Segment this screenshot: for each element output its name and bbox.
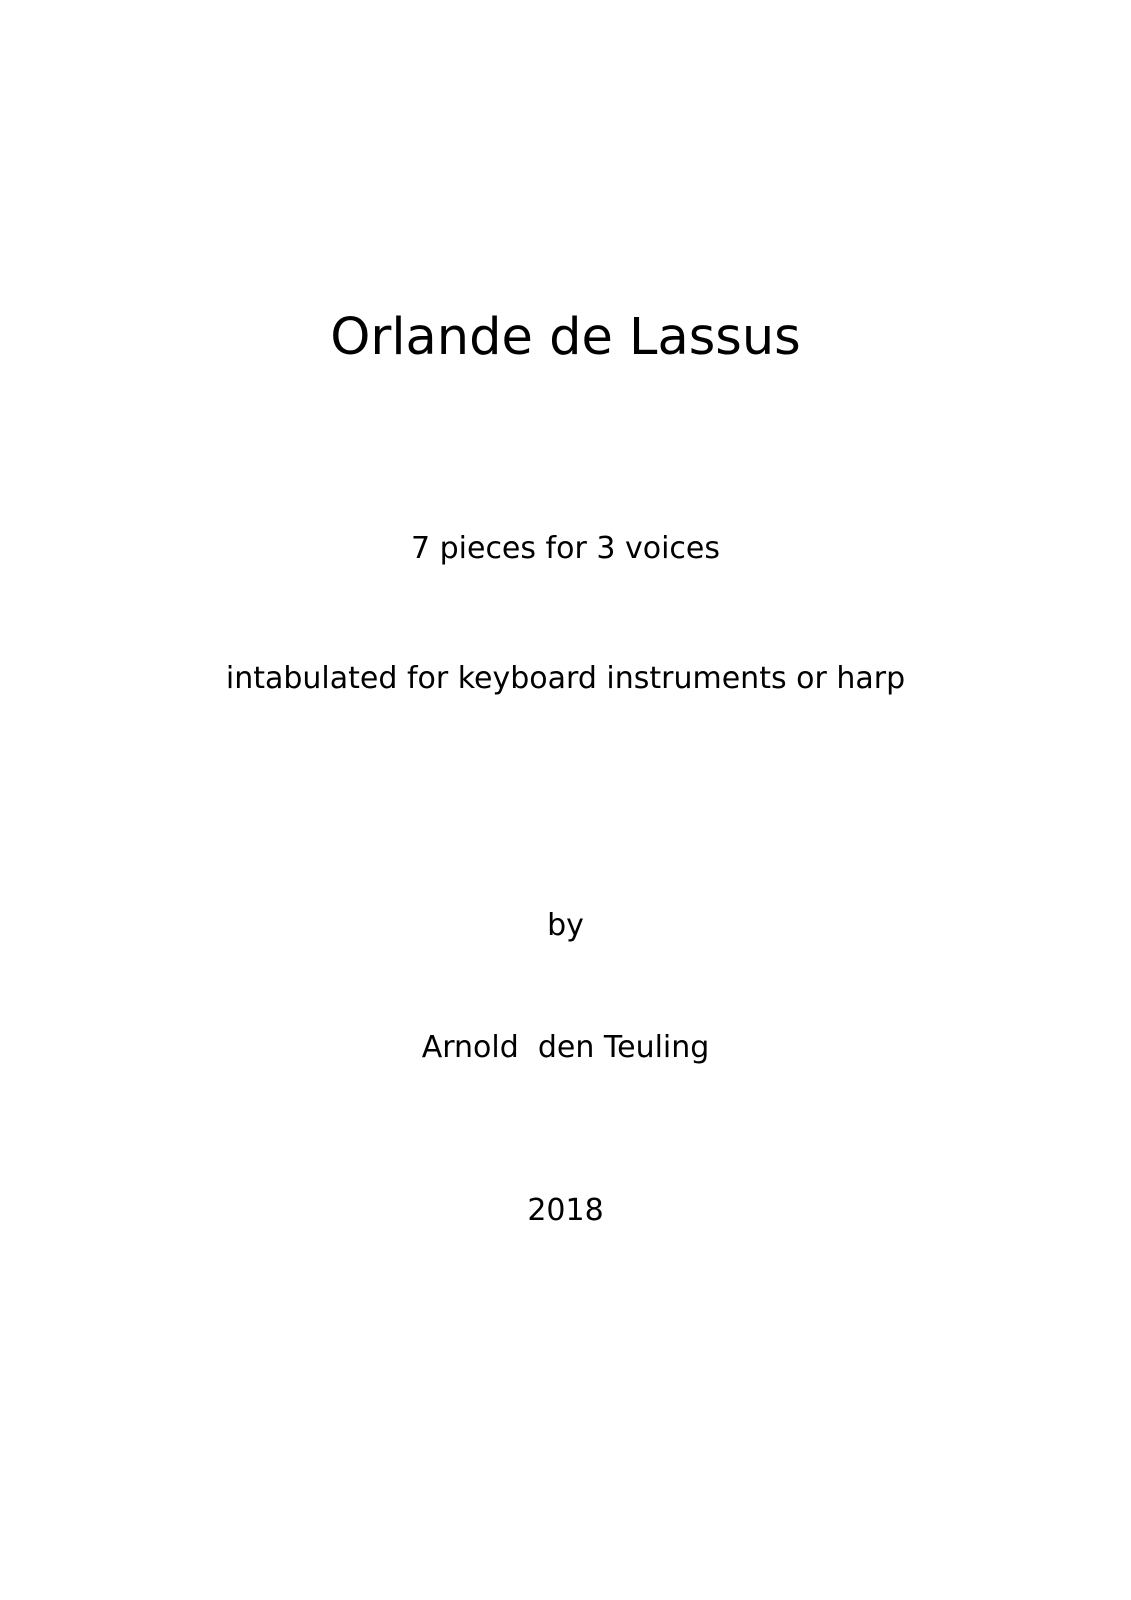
work-description: intabulated for keyboard instruments or harp xyxy=(225,661,906,696)
work-subtitle: 7 pieces for 3 voices xyxy=(410,531,720,566)
publication-year: 2018 xyxy=(527,1193,604,1228)
author-name: Arnold den Teuling xyxy=(421,1030,710,1065)
composer-name: Orlande de Lassus xyxy=(330,308,801,367)
by-label: by xyxy=(547,908,584,943)
